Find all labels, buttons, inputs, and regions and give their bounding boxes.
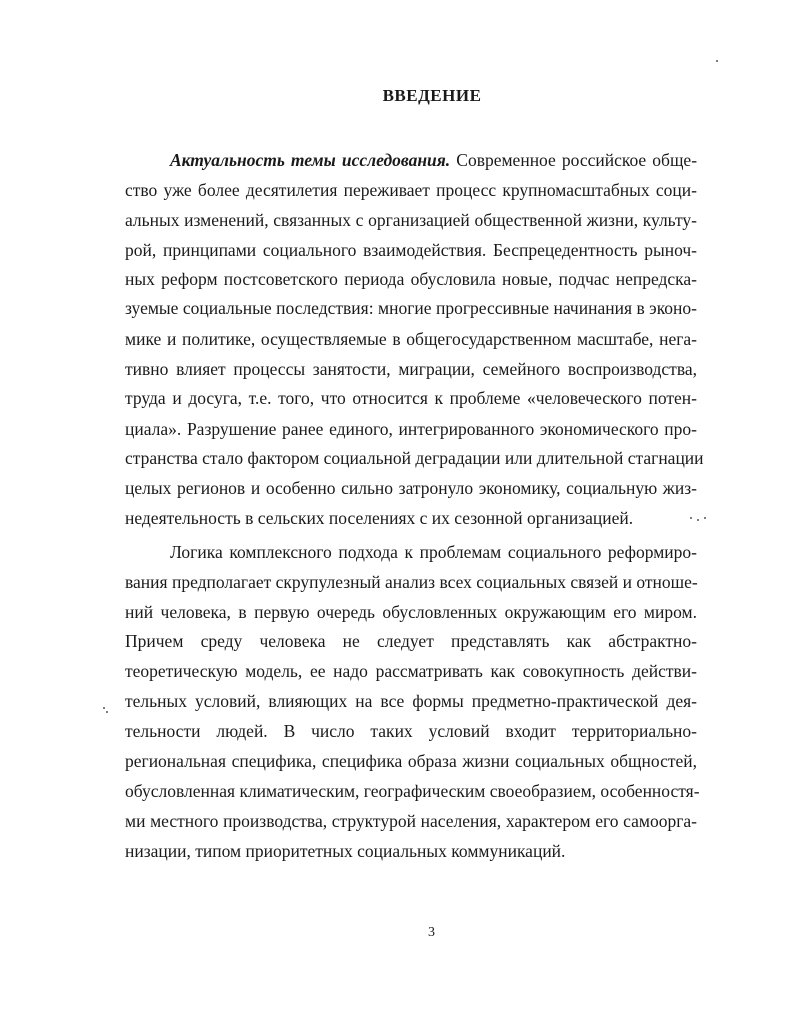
scan-speck bbox=[103, 707, 105, 709]
paragraph-line: труда и досуга, т.е. того, что относится к проблеме «человеческого потен- bbox=[125, 388, 697, 408]
document-title: ВВЕДЕНИЕ bbox=[382, 86, 482, 105]
paragraph-line: тельности людей. В число таких условий входит территориально- bbox=[125, 721, 697, 741]
scan-speck bbox=[106, 711, 108, 713]
paragraph-line: ство уже более десятилетия переживает процесс крупномасштабных соци- bbox=[125, 180, 697, 200]
paragraph-line: низации, типом приоритетных социальных коммуникаций. bbox=[125, 841, 566, 861]
paragraph-line: тельных условий, влияющих на все формы предметно-практической дея- bbox=[125, 691, 697, 711]
paragraph-line-text: Современное российское обще- bbox=[456, 150, 698, 170]
paragraph-line: альных изменений, связанных с организацией общественной жизни, культу- bbox=[125, 210, 697, 230]
paragraph-line: вания предполагает скрупулезный анализ всех социальных связей и отноше- bbox=[125, 572, 698, 592]
paragraph-line: ний человека, в первую очередь обусловленных окружающим его миром. bbox=[125, 602, 697, 622]
paragraph-line: странства стало фактором социальной деградации или длительной стагнации bbox=[125, 448, 704, 468]
paragraph-line: ных реформ постсоветского периода обусловила новые, подчас непредска- bbox=[125, 269, 697, 289]
paragraph-line: теоретическую модель, ее надо рассматривать как совокупность действи- bbox=[125, 661, 697, 681]
scan-speck bbox=[697, 519, 699, 521]
scan-speck bbox=[716, 60, 718, 62]
paragraph-line: тивно влияет процессы занятости, миграции, семейного воспроизводства, bbox=[125, 359, 697, 379]
paragraph-line: зуемые социальные последствия: многие прогрессивные начинания в эконо- bbox=[125, 298, 697, 318]
paragraph-line: рой, принципами социального взаимодействия. Беспрецедентность рыноч- bbox=[125, 240, 697, 260]
paragraph-line: циала». Разрушение ранее единого, интегрированного экономического про- bbox=[125, 419, 697, 439]
scan-speck bbox=[690, 517, 692, 519]
paragraph-line: ми местного производства, структурой населения, характером его самоорга- bbox=[125, 811, 697, 831]
scan-speck bbox=[704, 517, 706, 519]
paragraph-lead: Актуальность темы исследования. bbox=[170, 150, 451, 170]
paragraph-line: мике и политике, осуществляемые в общегосударственном масштабе, нега- bbox=[125, 329, 697, 349]
paragraph-line: недеятельность в сельских поселениях с их сезонной организацией. bbox=[125, 508, 634, 528]
paragraph-line: региональная специфика, специфика образа жизни социальных общностей, bbox=[125, 751, 697, 771]
paragraph-line bbox=[170, 149, 697, 171]
paragraph-line: Логика комплексного подхода к проблемам социального реформиро- bbox=[170, 542, 697, 562]
paragraph-line: обусловленная климатическим, географическим своеобразием, особенностя- bbox=[125, 781, 700, 801]
paragraph-line: целых регионов и особенно сильно затронуло экономику, социальную жиз- bbox=[125, 478, 697, 498]
page-number: 3 bbox=[428, 925, 435, 940]
paragraph-line: Причем среду человека не следует представлять как абстрактно- bbox=[125, 631, 697, 651]
